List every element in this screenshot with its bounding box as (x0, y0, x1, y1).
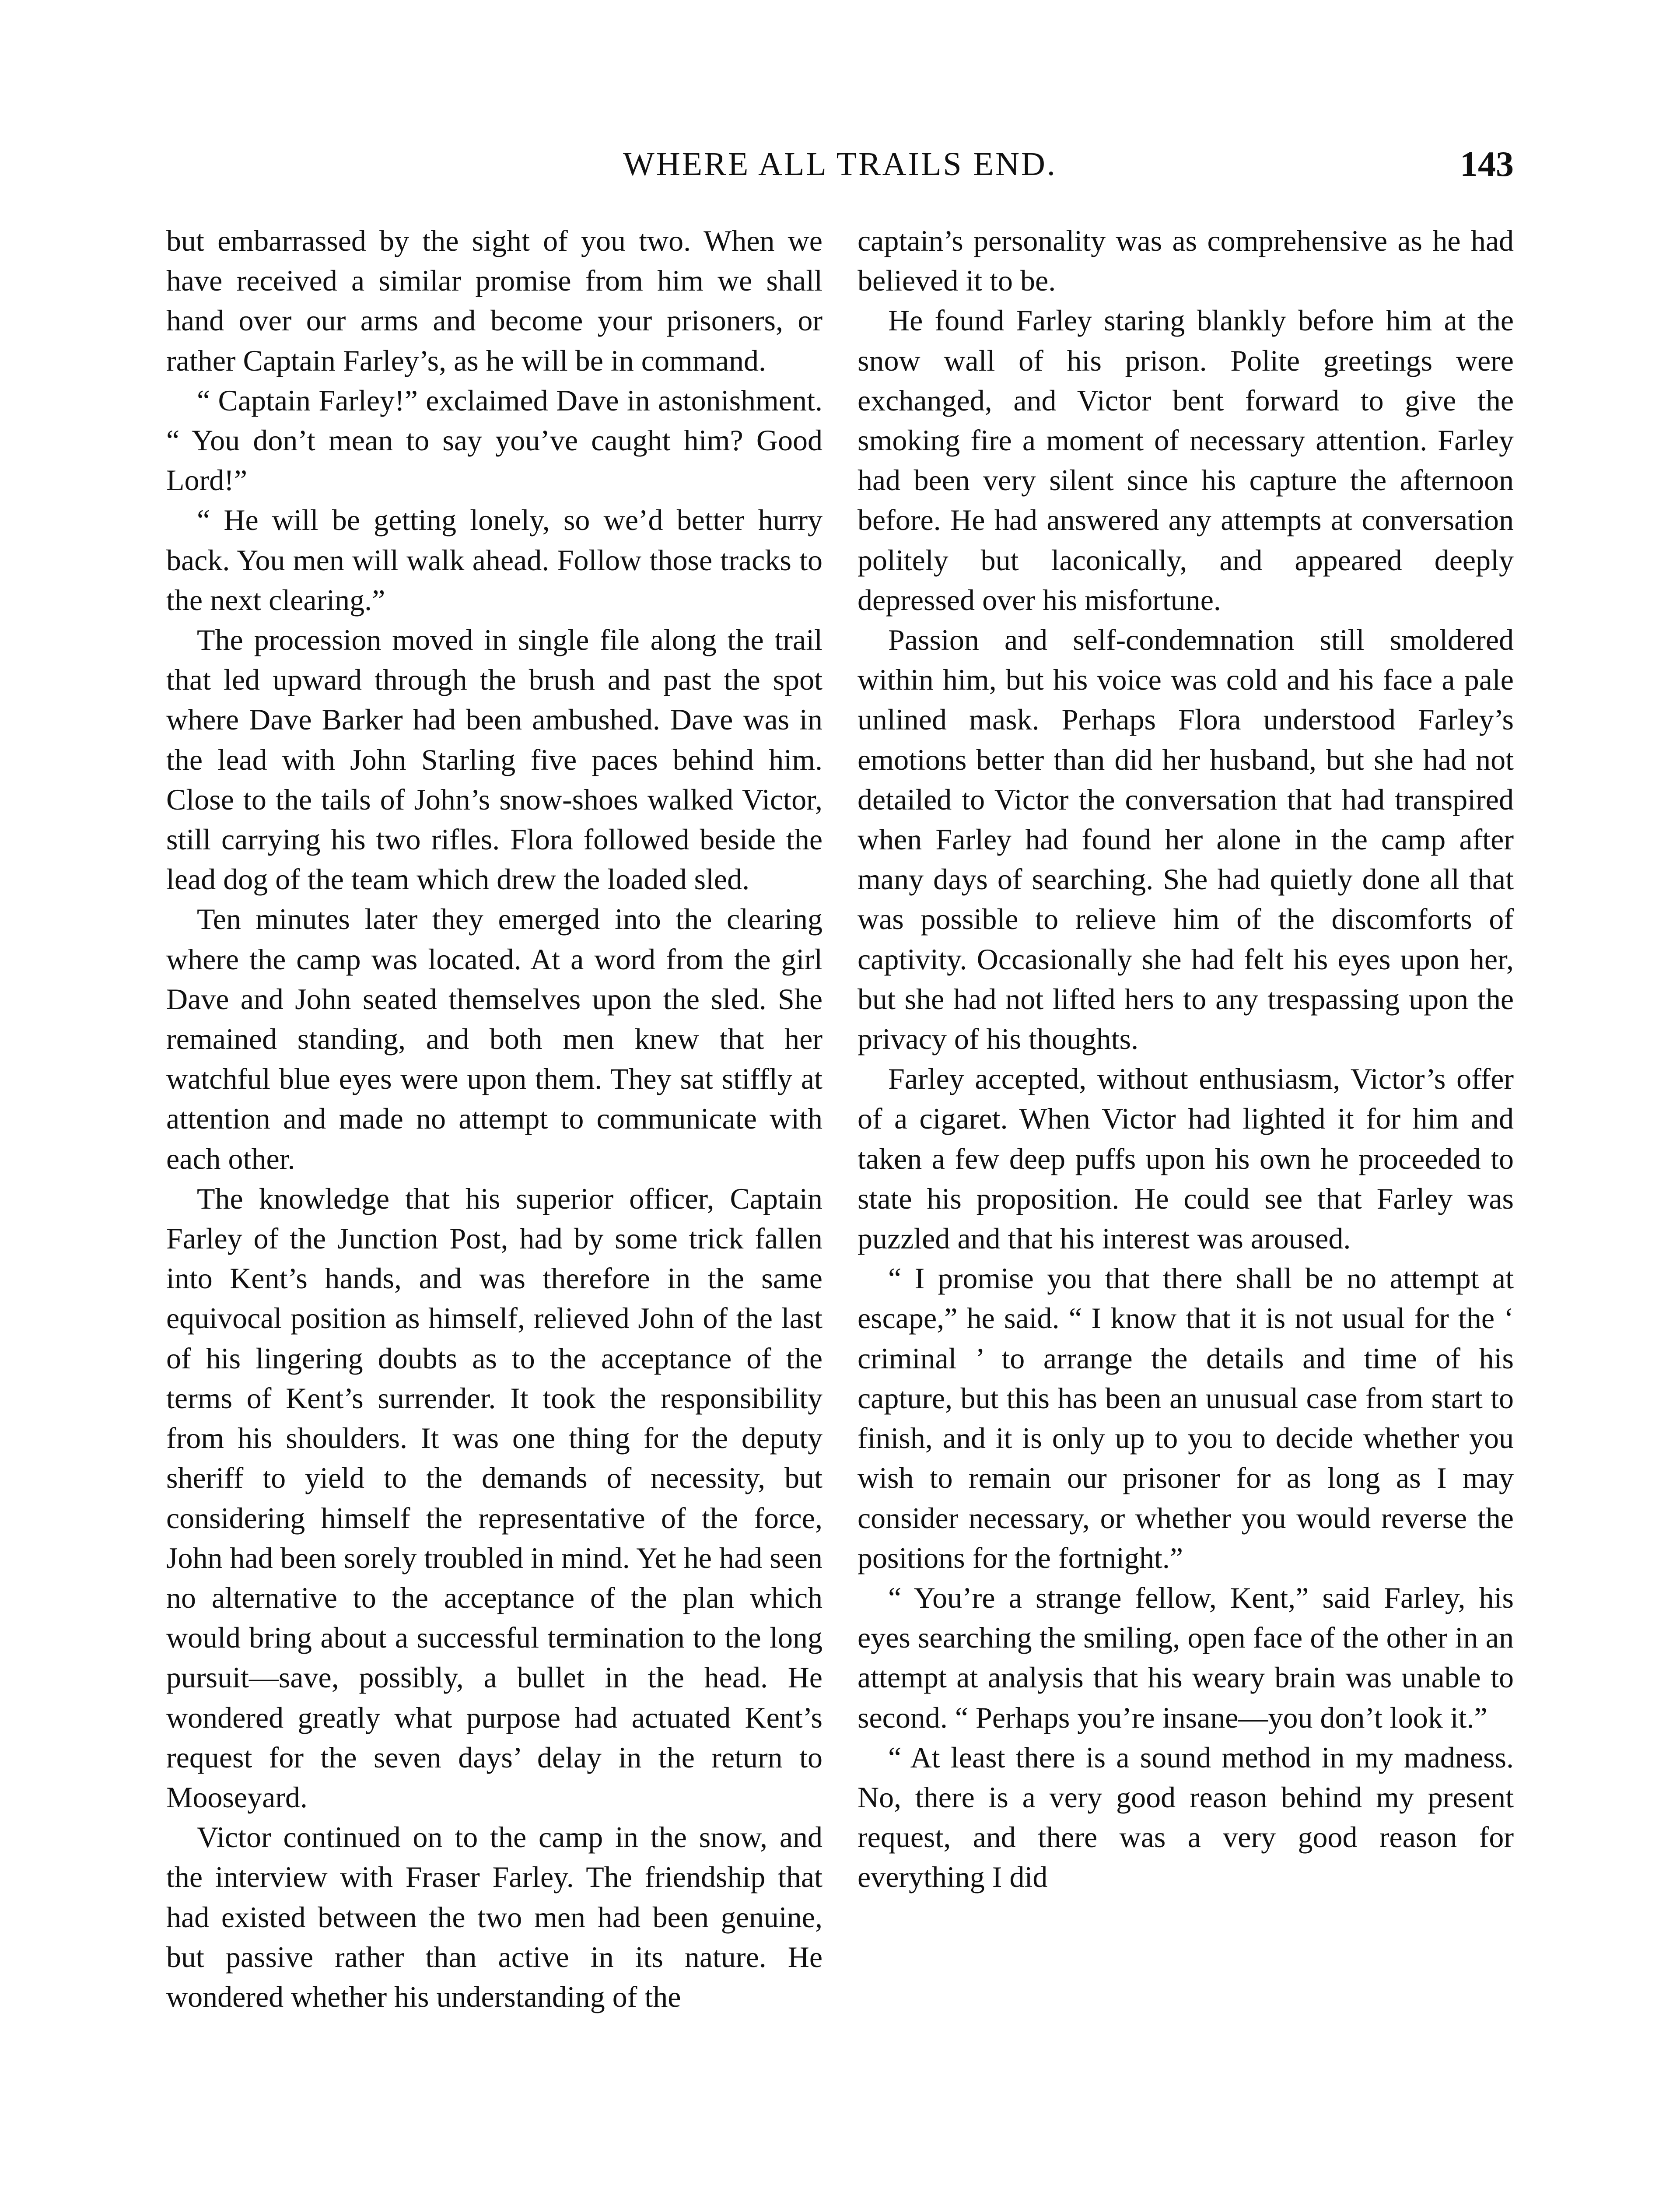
page-number: 143 (1460, 144, 1514, 184)
paragraph: “ Captain Farley!” exclaimed Dave in astonishment. “ You don’t mean to say you’ve caught him? Good Lord!” (166, 383, 822, 497)
paragraph: captain’s personality was as comprehensive as he had believed it to be. (858, 224, 1514, 298)
paragraph: Victor continued on to the camp in the snow, and the interview with Fraser Farley. The friendship that had existed between the two men had been genuine, but passive rather than active in its nature. He wondered whether his understanding of the (166, 1820, 822, 2013)
paragraph: “ He will be getting lonely, so we’d better hurry back. You men will walk ahead. Follow those tracks to the next clearing.” (166, 503, 822, 617)
paragraph: He found Farley staring blankly before him at the snow wall of his prison. Polite greetings were exchanged, and Victor bent forward to give the smoking fire a moment of necessary attention. Farley had been very silent since his capture the afternoon before. He had answered any attempts at conversation politely but laconically, and appeared deeply depressed over his misfortune. (858, 304, 1514, 617)
paragraph: Passion and self-condemnation still smoldered within him, but his voice was cold and his face a pale unlined mask. Perhaps Flora understood Farley’s emotions better than did her husband, but she had not detailed to Victor the conversation that had transpired when Farley had found her alone in the camp after many days of searching. She had quietly done all that was possible to relieve him of the discomforts of captivity. Occasionally she had felt his eyes upon her, but she had not lifted hers to any trespassing upon the privacy of his thoughts. (858, 623, 1514, 1056)
paragraph: “ At least there is a sound method in my madness. No, there is a very good reason behind my present request, and there was a very good reason for everything I did (858, 1740, 1514, 1894)
paragraph: but embarrassed by the sight of you two. When we have received a similar promise from him we shall hand over our arms and become your prisoners, or rather Captain Farley’s, as he will be in command. (166, 224, 822, 377)
paragraph: The procession moved in single file along the trail that led upward through the brush and past the spot where Dave Barker had been ambushed. Dave was in the lead with John Starling five paces behind him. Close to the tails of John’s snow-shoes walked Victor, still carrying his two rifles. Flora followed beside the lead dog of the team which drew the loaded sled. (166, 623, 822, 896)
paragraph: Ten minutes later they emerged into the clearing where the camp was located. At a word from the girl Dave and John seated themselves upon the sled. She remained standing, and both men knew that her watchful blue eyes were upon them. They sat stiffly at attention and made no attempt to communicate with each other. (166, 902, 822, 1175)
page-header (166, 140, 1514, 197)
running-title: WHERE ALL TRAILS END. (623, 146, 1057, 182)
paragraph: “ I promise you that there shall be no attempt at escape,” he said. “ I know that it is not usual for the ‘ criminal ’ to arrange the details and time of his capture, but this has been an unusual case from start to finish, and it is only up to you to decide whether you wish to remain our prisoner for as long as I may consider necessary, or whether you would reverse the positions for the fortnight.” (858, 1262, 1514, 1574)
paragraph: The knowledge that his superior officer, Captain Farley of the Junction Post, had by some trick fallen into Kent’s hands, and was therefore in the same equivocal position as himself, relieved John of the last of his lingering doubts as to the acceptance of the terms of Kent’s surrender. It took the responsibility from his shoulders. It was one thing for the deputy sheriff to yield to the demands of necessity, but considering himself the representative of the force, John had been sorely troubled in mind. Yet he had seen no alternative to the acceptance of the plan which would bring about a successful termination to the long pursuit—save, possibly, a bullet in the head. He wondered greatly what purpose had actuated Kent’s request for the seven days’ delay in the return to Mooseyard. (166, 1182, 822, 1814)
right-text-column (858, 221, 1514, 1897)
left-text-column (166, 221, 822, 2017)
paragraph: “ You’re a strange fellow, Kent,” said Farley, his eyes searching the smiling, open face of the other in an attempt at analysis that his weary brain was unable to second. “ Perhaps you’re insane—you don’t look it.” (858, 1581, 1514, 1734)
paragraph: Farley accepted, without enthusiasm, Victor’s offer of a cigaret. When Victor had lighted it for him and taken a few deep puffs upon his own he proceeded to state his proposition. He could see that Farley was puzzled and that his interest was aroused. (858, 1062, 1514, 1255)
